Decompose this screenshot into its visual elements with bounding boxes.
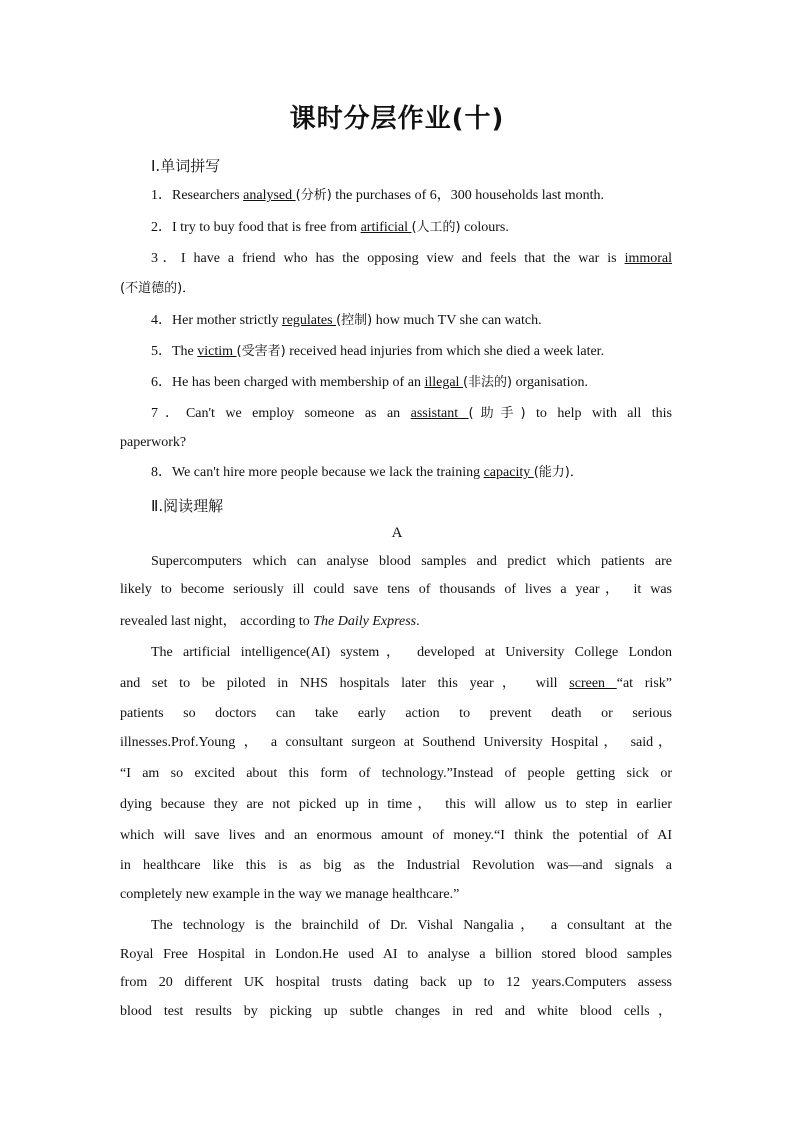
- answer-blank: analysed: [243, 188, 296, 203]
- para2-line5: “I am so excited about this form of technology.”Instead of people getting sick or: [120, 766, 672, 781]
- para2-line3: patients so doctors can take early action to prevent death or serious: [120, 706, 672, 721]
- para2-line2: [120, 675, 672, 693]
- chinese-hint: (能力)．: [533, 465, 583, 480]
- spelling-item-1: [151, 187, 604, 205]
- chinese-hint: (控制): [336, 313, 373, 328]
- item-number: 8．: [151, 465, 172, 480]
- item-text: I have a friend who has the opposing view and feels that the war is: [180, 251, 625, 266]
- spelling-item-3: [151, 250, 672, 268]
- underlined-word: screen: [569, 676, 617, 691]
- answer-blank: regulates: [282, 313, 337, 328]
- para1-line3: [120, 613, 420, 631]
- text: revealed last night， according to: [120, 614, 314, 629]
- item-text: the purchases of 6，300 households last month.: [331, 188, 604, 203]
- text: and set to be piloted in NHS hospitals later this year， will: [120, 676, 570, 691]
- answer-blank: capacity: [483, 465, 534, 480]
- para2-line8: in healthcare like this is as big as the Industrial Revolution was—and signals a: [120, 858, 672, 873]
- chinese-hint: (人工的): [411, 220, 461, 235]
- para1-line1: Supercomputers which can analyse blood samples and predict which patients are: [151, 554, 672, 569]
- para2-line9: completely new example in the way we manage healthcare.”: [120, 887, 460, 902]
- para3-line4: blood test results by picking up subtle changes in red and white blood cells，: [120, 1004, 672, 1019]
- answer-blank: illegal: [424, 375, 463, 390]
- spelling-item-7-cont: paperwork?: [120, 435, 187, 450]
- spelling-item-7: [151, 405, 672, 423]
- spelling-item-5: [151, 343, 604, 361]
- para2-line4: illnesses.Prof.Young ， a consultant surgeon at Southend University Hospital， said，: [120, 735, 672, 750]
- para2-line1: The artificial intelligence(AI) system， developed at University College London: [151, 645, 672, 660]
- spelling-item-4: [151, 312, 542, 330]
- para2-line7: which will save lives and an enormous amount of money.“I think the potential of AI: [120, 828, 672, 843]
- item-text: He has been charged with membership of an: [172, 375, 425, 390]
- chinese-hint: (助手): [468, 406, 526, 421]
- text: “at risk”: [616, 676, 672, 691]
- item-number: 4．: [151, 313, 172, 328]
- item-text: Can't we employ someone as an: [185, 406, 411, 421]
- text: .: [416, 614, 420, 629]
- item-text: how much TV she can watch.: [372, 313, 542, 328]
- item-text: I try to buy food that is free from: [172, 220, 361, 235]
- para3-line3: from 20 different UK hospital trusts dating back up to 12 years.Computers assess: [120, 975, 672, 990]
- spelling-item-6: [151, 374, 588, 392]
- answer-blank: artificial: [360, 220, 412, 235]
- page-title: 课时分层作业(十): [289, 104, 505, 134]
- item-number: 3．: [151, 251, 181, 266]
- item-text: The: [172, 344, 198, 359]
- spelling-item-8: [151, 464, 583, 482]
- para3-line1: The technology is the brainchild of Dr. Vishal Nangalia， a consultant at the: [151, 918, 672, 933]
- item-number: 1．: [151, 188, 172, 203]
- item-text: colours.: [460, 220, 509, 235]
- para1-line2: likely to become seriously ill could save tens of thousands of lives a year， it was: [120, 582, 672, 597]
- chinese-hint: (非法的): [462, 375, 513, 390]
- item-text: to help with all this: [525, 406, 672, 421]
- chinese-hint: (分析): [295, 188, 332, 203]
- answer-blank: assistant: [410, 406, 469, 421]
- section-heading-spelling: Ⅰ.单词拼写: [151, 157, 221, 175]
- item-number: 5．: [151, 344, 172, 359]
- item-text: organisation.: [512, 375, 589, 390]
- answer-blank: victim: [197, 344, 237, 359]
- para3-line2: Royal Free Hospital in London.He used AI to analyse a billion stored blood samples: [120, 947, 672, 962]
- spelling-item-3-cont: [120, 280, 195, 298]
- item-text: received head injuries from which she died a week later.: [285, 344, 605, 359]
- section-heading-reading: Ⅱ.阅读理解: [151, 497, 224, 515]
- item-number: 2．: [151, 220, 172, 235]
- passage-label: A: [391, 525, 403, 541]
- para2-line6: dying because they are not picked up in time， this will allow us to step in earlier: [120, 797, 672, 812]
- item-number: 7．: [151, 406, 186, 421]
- item-text: Her mother strictly: [172, 313, 283, 328]
- newspaper-name: The Daily Express: [313, 614, 417, 629]
- item-number: 6．: [151, 375, 172, 390]
- spelling-item-2: [151, 219, 509, 237]
- chinese-hint: (受害者): [236, 344, 286, 359]
- item-text: Researchers: [172, 188, 244, 203]
- chinese-hint: (不道德的)．: [120, 281, 196, 296]
- answer-blank: immoral: [624, 251, 672, 266]
- item-text: We can't hire more people because we lack the training: [172, 465, 484, 480]
